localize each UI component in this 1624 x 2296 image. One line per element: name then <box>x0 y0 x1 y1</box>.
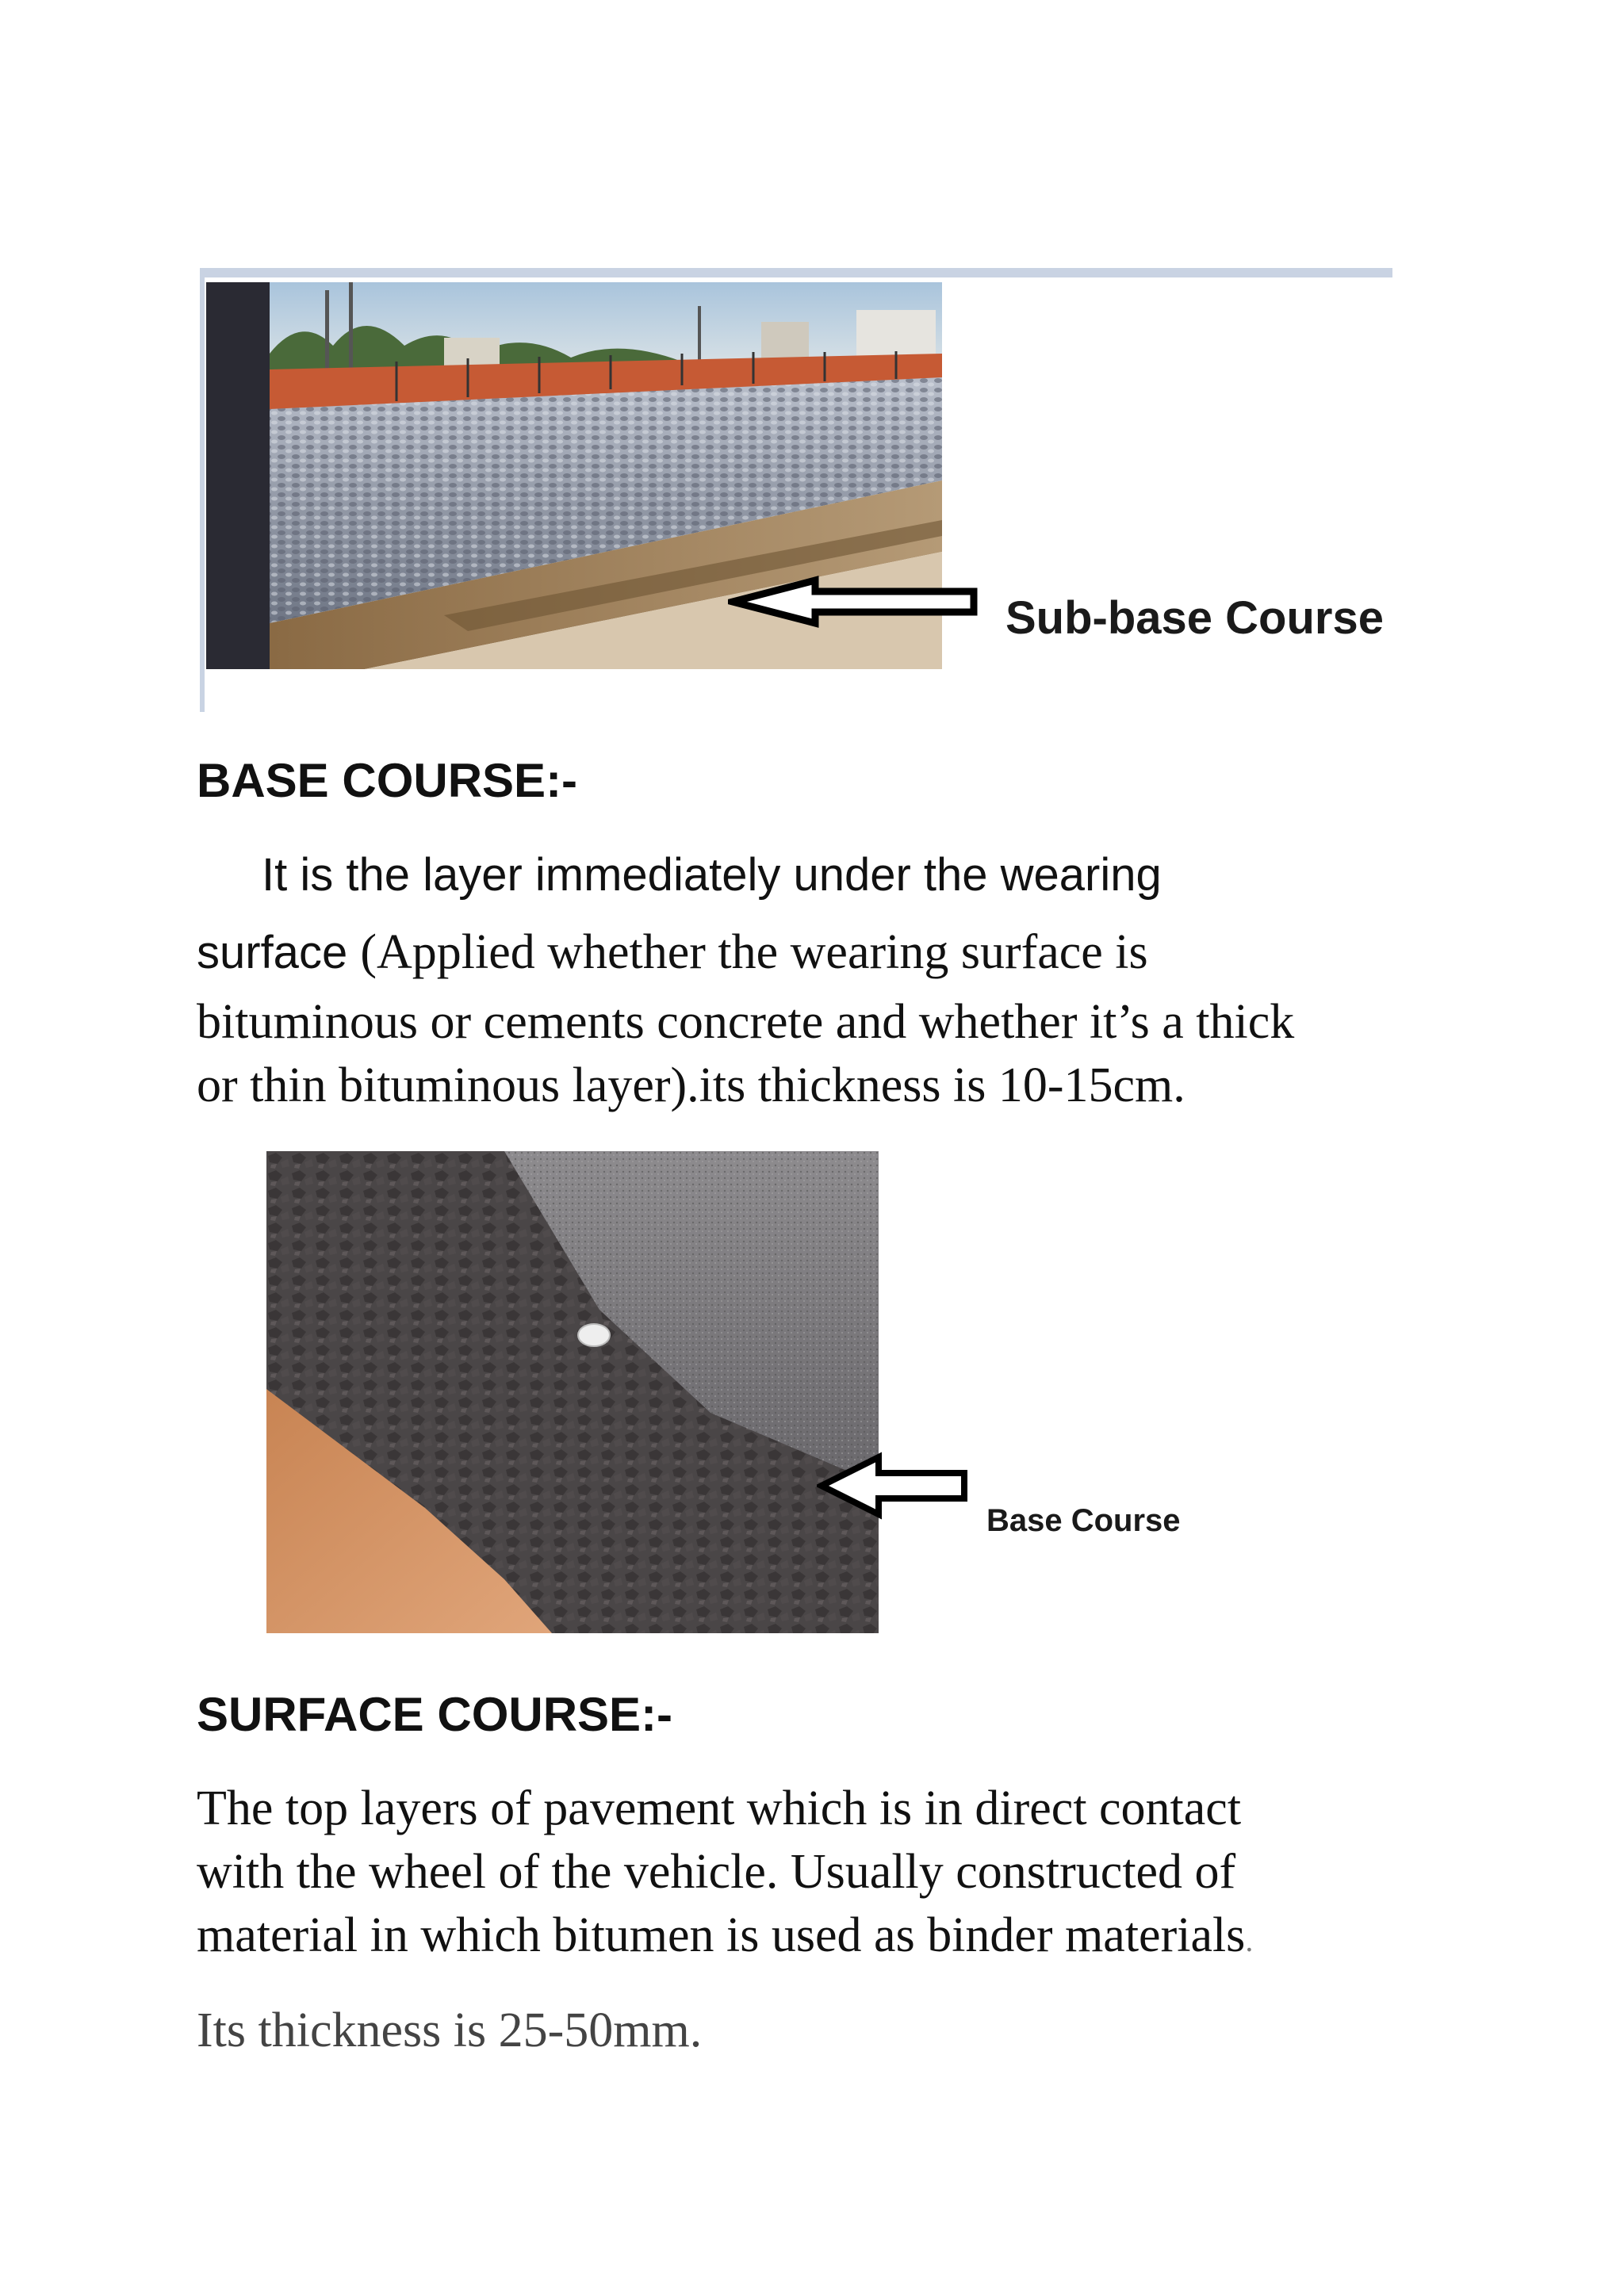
base-course-text-line-3: bituminous or cements concrete and whether it’s a thick <box>197 995 1295 1049</box>
surface-course-text-line-3-main: material in which bitumen is used as binder materials <box>197 1908 1246 1962</box>
surface-course-text-line-4: Its thickness is 25-50mm. <box>197 2003 703 2057</box>
base-course-text-line-4: or thin bituminous layer).its thickness is 10-15cm. <box>197 1058 1185 1112</box>
surface-course-heading: SURFACE COURSE:- <box>197 1688 673 1741</box>
sub-base-course-label: Sub-base Course <box>1005 592 1384 644</box>
surface-course-text-line-3 <box>197 1908 1253 1964</box>
left-arrow-icon <box>728 574 982 629</box>
surface-course-text-line-1: The top layers of pavement which is in direct contact <box>197 1781 1242 1835</box>
base-course-text-line-2-serif: (Applied whether the wearing surface is <box>360 925 1148 979</box>
figure-frame-top <box>200 268 1392 277</box>
base-course-label: Base Course <box>986 1503 1181 1538</box>
figure-frame-left <box>200 268 205 712</box>
base-course-text-line-1: It is the layer immediately under the wearing <box>262 849 1162 901</box>
surface-course-text-line-3-period: . <box>1245 1923 1254 1958</box>
base-course-heading: BASE COURSE:- <box>197 754 578 807</box>
base-course-photo <box>266 1151 879 1633</box>
base-course-text-line-2 <box>197 924 1148 981</box>
left-arrow-icon <box>817 1451 972 1521</box>
surface-course-text-line-2: with the wheel of the vehicle. Usually constructed of <box>197 1845 1236 1899</box>
base-course-text-line-2-sans: surface <box>197 927 361 978</box>
